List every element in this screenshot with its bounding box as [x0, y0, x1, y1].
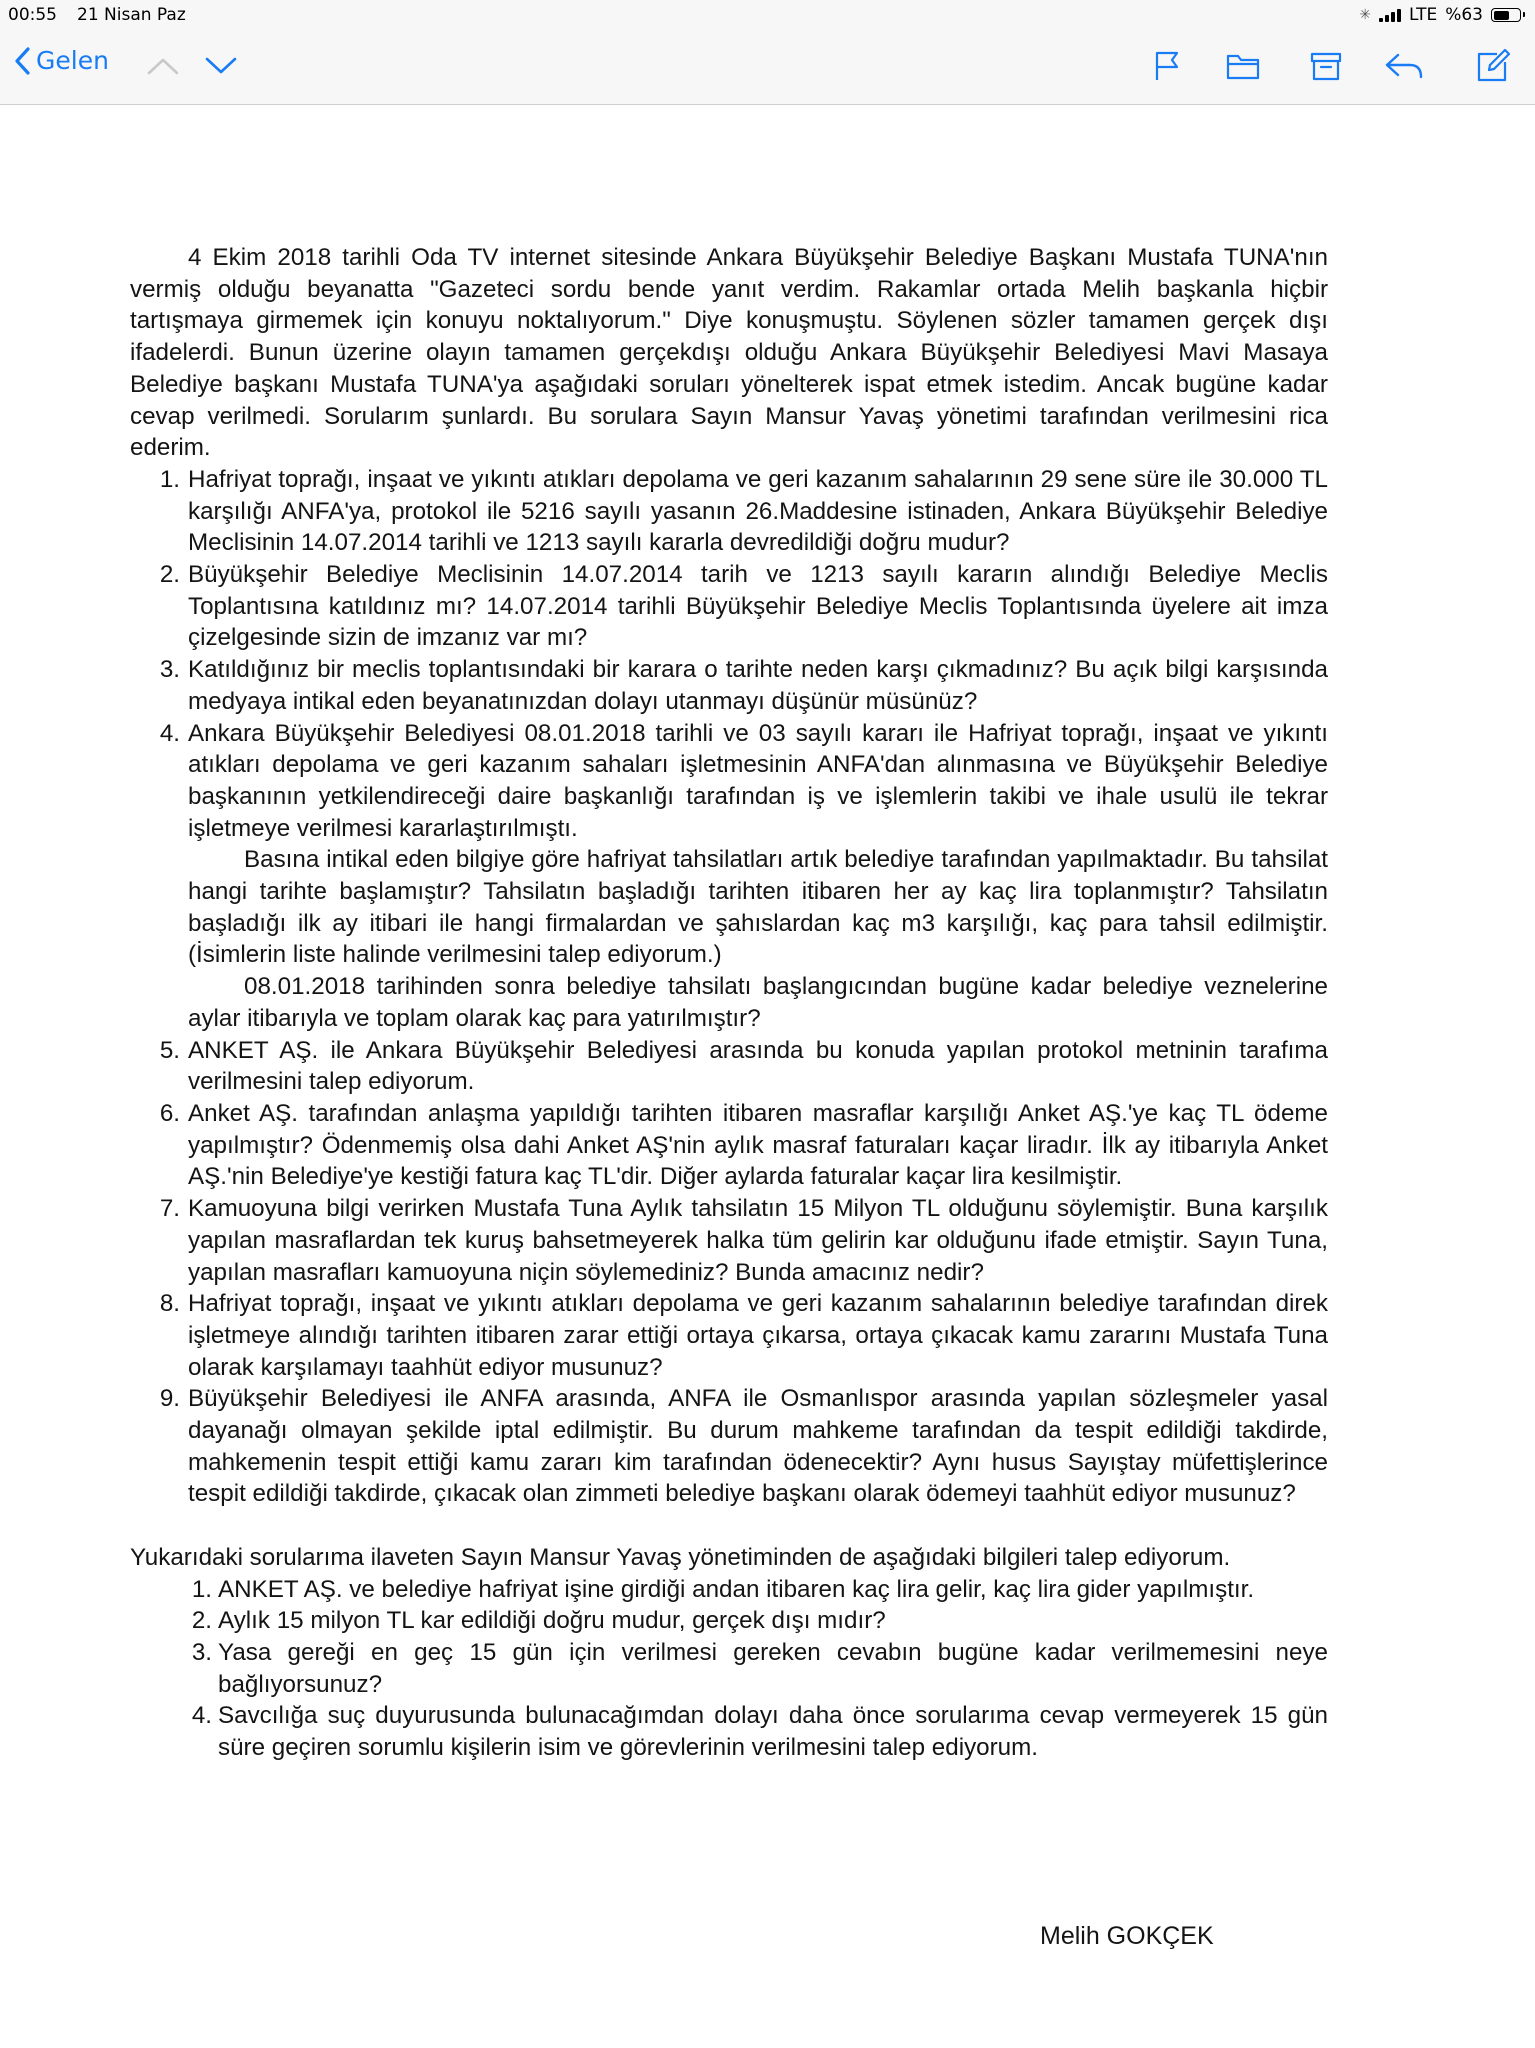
item-text: Kamuoyuna bilgi verirken Mustafa Tuna Aylık tahsilatın 15 Milyon TL olduğunu söylemiştir. Buna karşılık yapılan masraflardan tek kuruş bahsetmeyerek halka tüm gelirin kar olduğunu ifade etmiştir. Sayın Tuna, yapılan masrafları kamuoyuna niçin söylemediniz? Bunda amacınız nedir?: [188, 1195, 1328, 1286]
item-number: 3.: [159, 656, 180, 684]
item-number: 1.: [191, 1575, 212, 1603]
list-item: [130, 1193, 1328, 1288]
sub-paragraph: 08.01.2018 tarihinden sonra belediye tahsilatı başlangıcından bugüne kadar belediye veznelerine aylar itibarıyla ve toplam olarak kaç para yatırılmıştır?: [188, 973, 1328, 1032]
mail-toolbar: [0, 30, 1535, 105]
item-text: Aylık 15 milyon TL kar edildiği doğru mudur, gerçek dışı mıdır?: [218, 1607, 886, 1635]
sub-paragraph: Basına intikal eden bilgiye göre hafriyat tahsilatları artık belediye tarafından yapılmaktadır. Bu tahsilat hangi tarihte başlamıştır? Tahsilatın başladığı tarihten itibaren her ay kaç lira toplanmıştır? Tahsilatın başladığı ilk ay itibari ile hangi firmalardan ve şahıslardan kaç m3 karşılığı, kaç para tahsil edilmiştir. (İsimlerin liste halinde verilmesini talep ediyorum.): [188, 846, 1328, 969]
back-button[interactable]: [14, 46, 109, 75]
list-item: [130, 654, 1328, 717]
chevron-left-icon: [14, 47, 30, 75]
battery-percent: %63: [1445, 5, 1483, 25]
status-bar: [0, 0, 1535, 30]
status-time: 00:55: [8, 5, 57, 25]
intro-paragraph: 4 Ekim 2018 tarihli Oda TV internet sitesinde Ankara Büyükşehir Belediye Başkanı Mustafa TUNA'nın vermiş olduğu beyanatta "Gazeteci sordu bende yanıt verdim. Rakamlar ortada Melih başkanla hiçbir tartışmaya girmemek için konuyu noktalıyorum." Diye konuşmuştu. Söylenen sözler tamamen gerçek dışı ifadelerdi. Bunun üzerine olayın tamamen gerçekdışı olduğu Ankara Büyükşehir Belediyesi Mavi Masaya Belediye başkanı Mustafa TUNA'ya aşağıdaki soruları yönelterek ispat etmek istedim. Ancak bugüne kadar cevap verilmedi. Sorularım şunlardı. Bu sorulara Sayın Mansur Yavaş yönetimi tarafından verilmesini rica ederim.: [130, 244, 1328, 462]
status-right: [1359, 5, 1521, 25]
list-item: [130, 718, 1328, 1035]
list-item: [188, 1700, 1328, 1763]
questions-list: [130, 464, 1328, 1510]
flag-button[interactable]: [1147, 46, 1187, 86]
battery-fill: [1494, 11, 1510, 20]
chevron-down-icon: [205, 56, 237, 76]
signature: Melih GOKÇEK: [1040, 1922, 1214, 1950]
list-item: [130, 559, 1328, 654]
item-text: Yasa gereği en geç 15 gün için verilmesi gereken cevabın bugüne kadar verilmemesini neye bağlıyorsunuz?: [218, 1638, 1328, 1698]
battery-icon: [1491, 8, 1521, 22]
item-text: ANKET AŞ. ile Ankara Büyükşehir Belediyesi arasında bu konuda yapılan protokol metninin tarafıma verilmesini talep ediyorum.: [188, 1036, 1328, 1096]
item-text: Büyükşehir Belediyesi ile ANFA arasında, ANFA ile Osmanlıspor arasında yapılan sözleşmeler yasal dayanağı olmayan şekilde iptal edilmiştir. Bu durum mahkeme tarafından da tespit edildiği takdirde, mahkemenin tespit ettiği kamu zararı kim tarafından ödenecektir? Aynı husus Sayıştay müfettişlerince tespit edildiği takdirde, çıkacak olan zimmeti belediye başkanı olarak ödemeyi taahhüt ediyor musunuz?: [188, 1385, 1328, 1508]
folder-icon: [1226, 52, 1260, 80]
reply-icon: [1384, 51, 1424, 81]
spacer: [130, 1510, 1328, 1542]
reply-button[interactable]: [1384, 46, 1424, 86]
compose-icon: [1475, 48, 1511, 84]
item-number: 9.: [159, 1385, 180, 1413]
item-text: Hafriyat toprağı, inşaat ve yıkıntı atıkları depolama ve geri kazanım sahalarının belediye tarafından direk işletmeye alındığı tarihten itibaren zarar ettiği ortaya çıkarsa, ortaya çıkacak kamu zararını Mustafa Tuna olarak karşılamayı taahhüt ediyor musunuz?: [188, 1290, 1328, 1381]
item-text: Ankara Büyükşehir Belediyesi 08.01.2018 tarihli ve 03 sayılı kararı ile Hafriyat toprağı, inşaat ve yıkıntı atıkları depolama ve geri kazanım sahaları işletmesinin ANFA'dan alınmasına ve Büyükşehir Belediye başkanının yetkilendireceği daire başkanlığı tarafından iş ve işlemlerin takibi ve ihale usulü ile tekrar işletmeye verilmesi kararlaştırılmıştı.: [188, 719, 1328, 842]
list-item: [188, 1637, 1328, 1700]
item-text: Savcılığa suç duyurusunda bulunacağımdan dolayı daha önce sorularıma cevap vermeyerek 15 gün süre geçiren sorumlu kişilerin isim ve görevlerinin verilmesini talep ediyorum.: [218, 1702, 1328, 1762]
item-number: 4.: [159, 719, 180, 747]
previous-message-button[interactable]: [143, 46, 183, 86]
additional-intro: Yukarıdaki sorularıma ilaveten Sayın Mansur Yavaş yönetiminden de aşağıdaki bilgileri talep ediyorum.: [130, 1543, 1231, 1571]
item-number: 6.: [159, 1099, 180, 1127]
item-number: 3.: [191, 1638, 212, 1666]
chevron-up-icon: [147, 56, 179, 76]
archive-icon: [1310, 51, 1342, 81]
item-text: ANKET AŞ. ve belediye hafriyat işine girdiği andan itibaren kaç lira gelir, kaç lira gider yapılmıştır.: [218, 1575, 1255, 1603]
item-text: Hafriyat toprağı, inşaat ve yıkıntı atıkları depolama ve geri kazanım sahalarının 29 sene süre ile 30.000 TL karşılığı ANFA'ya, protokol ile 5216 sayılı yasanın 26.Maddesine istinaden, Ankara Büyükşehir Belediye Meclisinin 14.07.2014 tarihli ve 1213 sayılı kararla devredildiği doğru mudur?: [188, 465, 1328, 557]
item-number: 5.: [159, 1036, 180, 1064]
list-item: [188, 1605, 1328, 1637]
list-item: [130, 464, 1328, 559]
item-number: 4.: [191, 1702, 212, 1730]
network-label: LTE: [1408, 5, 1438, 25]
item-text: Büyükşehir Belediye Meclisinin 14.07.2014 tarih ve 1213 sayılı kararın alındığı Belediye Meclis Toplantısına katıldınız mı? 14.07.2014 tarihli Büyükşehir Belediye Meclis Toplantısında üyelere ait imza çizelgesinde sizin de imzanız var mı?: [188, 561, 1328, 652]
status-date: 21 Nisan Paz: [77, 5, 186, 25]
compose-button[interactable]: [1473, 46, 1513, 86]
additional-list: [188, 1574, 1328, 1764]
item-text: Anket AŞ. tarafından anlaşma yapıldığı tarihten itibaren masraflar karşılığı Anket AŞ.'ye kaç TL ödeme yapılmıştır? Ödenmemiş olsa dahi Anket AŞ'nin aylık masraf faturaları kaçar liradır. İlk ay itibarıyla Anket AŞ.'nin Belediye'ye kestiği fatura kaç TL'dir. Diğer aylarda faturalar kaçar lira kesilmiştir.: [188, 1099, 1328, 1191]
list-item: [130, 1098, 1328, 1193]
item-text: Katıldığınız bir meclis toplantısındaki bir karara o tarihte neden karşı çıkmadınız? Bu açık bilgi karşısında medyaya intikal eden beyanatınızdan dolayı utanmayı düşünür müsünüz?: [188, 656, 1328, 715]
item-number: 2.: [191, 1607, 212, 1635]
signal-icon: [1379, 9, 1401, 22]
list-item: [188, 1574, 1328, 1606]
item-number: 2.: [159, 561, 180, 589]
item-number: 8.: [159, 1290, 180, 1318]
document-body: [130, 242, 1328, 1764]
back-label: Gelen: [36, 46, 109, 75]
next-message-button[interactable]: [201, 46, 241, 86]
item-number: 7.: [159, 1195, 180, 1223]
list-item: [130, 1035, 1328, 1098]
archive-button[interactable]: [1306, 46, 1346, 86]
list-item: [130, 1288, 1328, 1383]
item-number: 1.: [159, 465, 180, 493]
list-item: [130, 1383, 1328, 1510]
flag-icon: [1153, 50, 1181, 82]
loading-icon: ✳: [1359, 7, 1371, 23]
move-folder-button[interactable]: [1223, 46, 1263, 86]
